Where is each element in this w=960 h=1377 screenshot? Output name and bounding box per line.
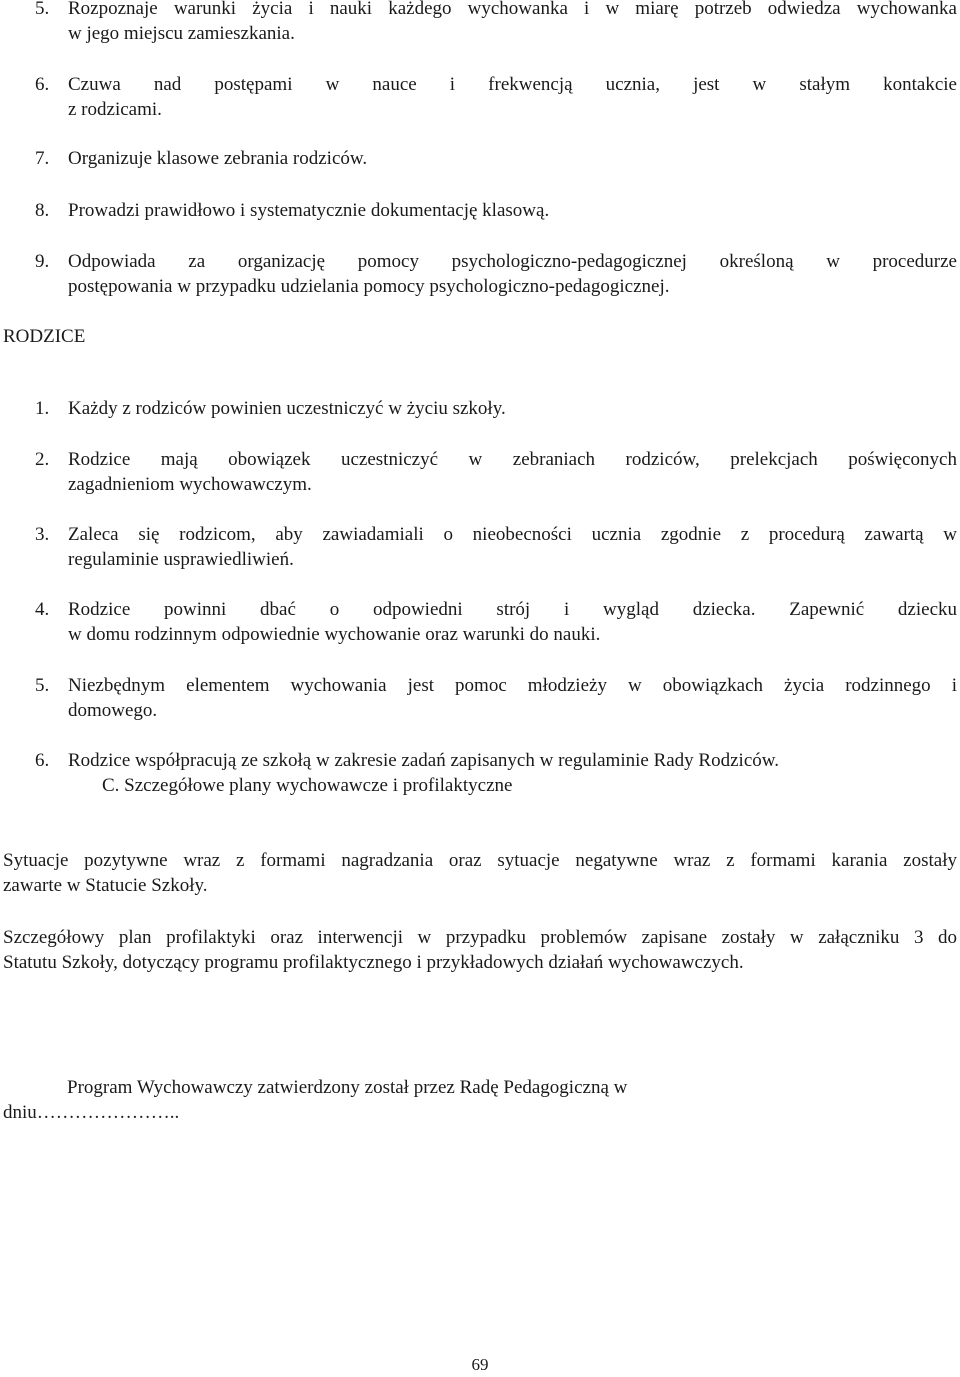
- list-text-line: z rodzicami.: [68, 99, 162, 120]
- list-number: 9.: [35, 251, 50, 272]
- list-number: 1.: [35, 398, 50, 419]
- list-text-line: Odpowiada za organizację pomocy psychologiczno-pedagogicznej określoną w procedurze: [68, 251, 957, 272]
- list-item-parents-6: [0, 748, 957, 773]
- list-text-line: domowego.: [68, 700, 158, 721]
- list-text-line: Czuwa nad postępami w nauce i frekwencją ucznia, jest w stałym kontakcie: [68, 74, 957, 95]
- list-text-line: Rodzice współpracują ze szkołą w zakresie zadań zapisanych w regulaminie Rady Rodziców.: [68, 750, 779, 771]
- section-heading-parents: RODZICE: [3, 326, 86, 347]
- paragraph-statute: [3, 848, 957, 898]
- section-heading-c: C. Szczegółowe plany wychowawcze i profilaktyczne: [102, 775, 513, 796]
- list-number: 5.: [35, 0, 50, 19]
- list-text-line: regulaminie usprawiedliwień.: [68, 549, 294, 570]
- list-text-line: postępowania w przypadku udzielania pomocy psychologiczno-pedagogicznej.: [68, 276, 670, 297]
- list-text-line: Organizuje klasowe zebrania rodziców.: [68, 148, 368, 169]
- list-text-line: Zaleca się rodzicom, aby zawiadamiali o nieobecności ucznia zgodnie z procedurą zawartą w: [68, 524, 957, 545]
- list-text-line: zagadnieniom wychowawczym.: [68, 474, 312, 495]
- list-text-line: Rozpoznaje warunki życia i nauki każdego wychowanka i w miarę potrzeb odwiedza wychowanka: [68, 0, 957, 19]
- list-item-teacher-7: [0, 146, 957, 171]
- list-item-teacher-6: [0, 72, 957, 122]
- paragraph-line: Sytuacje pozytywne wraz z formami nagradzania oraz sytuacje negatywne wraz z formami karania zostały: [3, 850, 957, 871]
- paragraph-line: Statutu Szkoły, dotyczący programu profilaktycznego i przykładowych działań wychowawczych.: [3, 952, 744, 973]
- approval-date-line: dniu…………………..: [3, 1102, 180, 1123]
- list-text-line: w domu rodzinnym odpowiednie wychowanie oraz warunki do nauki.: [68, 624, 601, 645]
- page-number: 69: [471, 1355, 489, 1374]
- list-text-line: w jego miejscu zamieszkania.: [68, 23, 295, 44]
- list-text-line: Niezbędnym elementem wychowania jest pomoc młodzieży w obowiązkach życia rodzinnego i: [68, 675, 957, 696]
- list-item-teacher-8: [0, 198, 957, 223]
- list-item-parents-2: [0, 447, 957, 497]
- list-text-line: Prowadzi prawidłowo i systematycznie dokumentację klasową.: [68, 200, 550, 221]
- list-number: 6.: [35, 750, 50, 771]
- list-item-parents-5: [0, 673, 957, 723]
- list-number: 3.: [35, 524, 50, 545]
- paragraph-prevention-plan: [3, 925, 957, 975]
- list-item-teacher-9: [0, 249, 957, 299]
- list-text-line: Każdy z rodziców powinien uczestniczyć w życiu szkoły.: [68, 398, 506, 419]
- paragraph-line: zawarte w Statucie Szkoły.: [3, 875, 208, 896]
- list-item-parents-4: [0, 597, 957, 647]
- list-item-teacher-5: [0, 0, 957, 46]
- paragraph-line: Szczegółowy plan profilaktyki oraz interwencji w przypadku problemów zapisane zostały w załączniku 3 do: [3, 927, 957, 948]
- list-item-parents-3: [0, 522, 957, 572]
- list-number: 2.: [35, 449, 50, 470]
- list-number: 7.: [35, 148, 50, 169]
- list-text-line: Rodzice powinni dbać o odpowiedni strój i wygląd dziecka. Zapewnić dziecku: [68, 599, 957, 620]
- approval-line-1: Program Wychowawczy zatwierdzony został przez Radę Pedagogiczną w: [67, 1077, 628, 1098]
- list-text-line: Rodzice mają obowiązek uczestniczyć w zebraniach rodziców, prelekcjach poświęconych: [68, 449, 957, 470]
- list-item-parents-1: [0, 396, 957, 421]
- list-number: 5.: [35, 675, 50, 696]
- list-number: 6.: [35, 74, 50, 95]
- list-number: 8.: [35, 200, 50, 221]
- list-number: 4.: [35, 599, 50, 620]
